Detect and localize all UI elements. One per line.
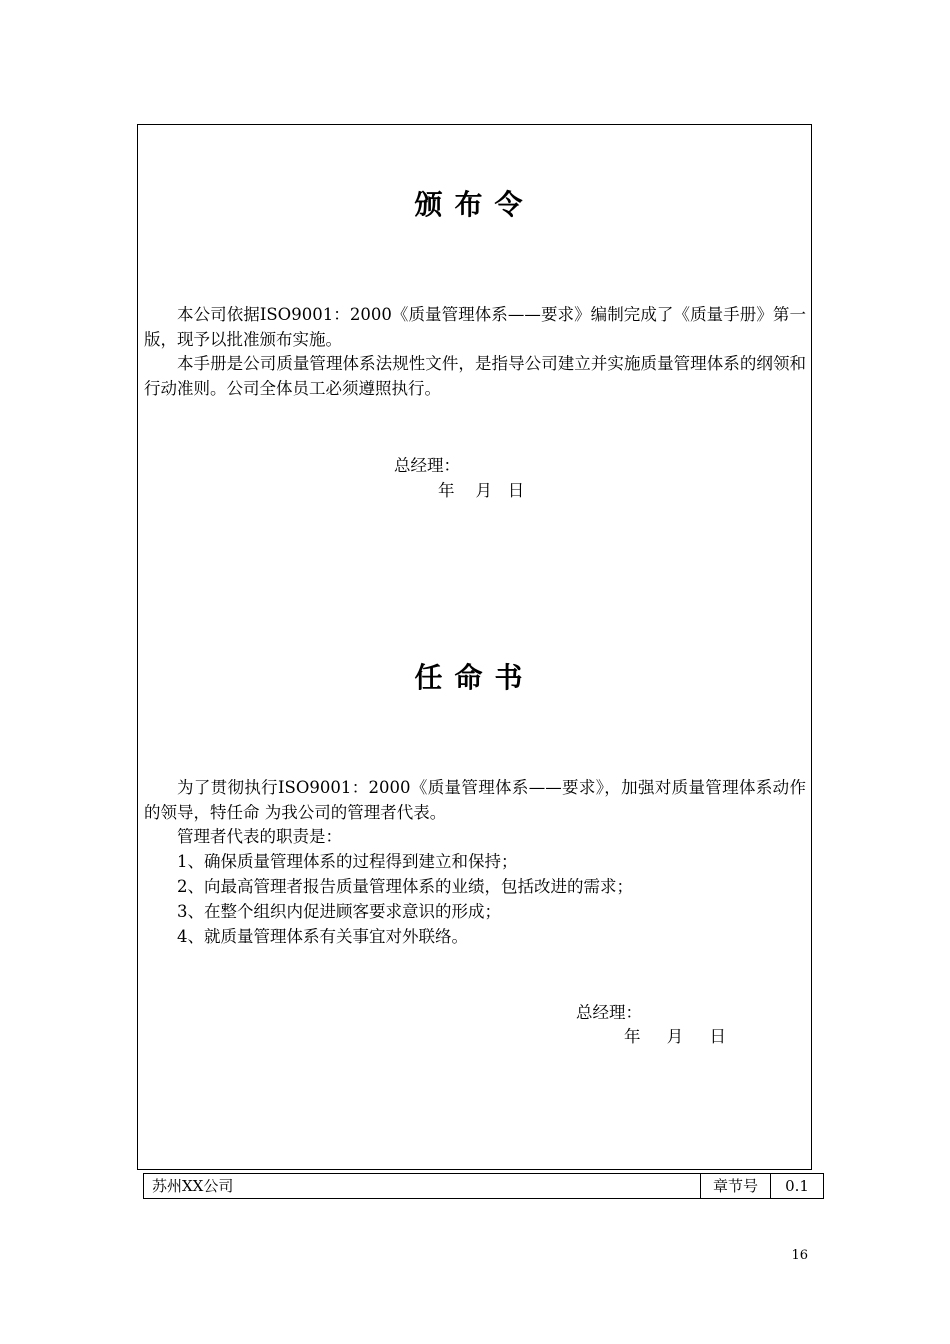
duty-item-1: 1、确保质量管理体系的过程得到建立和保持；: [177, 852, 518, 871]
appointment-title: 任命书: [414, 661, 535, 694]
decree-paragraph-1: 本公司依据ISO9001：2000《质量管理体系——要求》编制完成了《质量手册》第一版，现予以批准颁布实施。: [144, 305, 806, 349]
footer-table: [143, 1173, 824, 1199]
duty-item-2: 2、向最高管理者报告质量管理体系的业绩，包括改进的需求；: [177, 877, 633, 896]
footer-chapter-label: 章节号: [700, 1174, 770, 1198]
footer-chapter-number: 0.1: [770, 1174, 823, 1198]
appointment-date: 年 月 日: [624, 1027, 726, 1046]
document-frame: [137, 124, 812, 1170]
duty-item-4: 4、就质量管理体系有关事宜对外联络。: [177, 927, 468, 946]
decree-date: 年 月 日: [438, 481, 525, 500]
decree-title: 颁布令: [414, 188, 535, 221]
duty-item-3: 3、在整个组织内促进顾客要求意识的形成；: [177, 902, 501, 921]
appointment-signer-label: 总经理：: [576, 1003, 642, 1022]
footer-company-name: 苏州XX公司: [152, 1177, 234, 1195]
decree-signer-label: 总经理：: [394, 456, 460, 475]
page-number: 16: [791, 1248, 808, 1263]
decree-paragraph-2: 本手册是公司质量管理体系法规性文件，是指导公司建立并实施质量管理体系的纲领和行动准则。公司全体员工必须遵照执行。: [144, 354, 806, 398]
appointment-paragraph: 为了贯彻执行ISO9001：2000《质量管理体系——要求》，加强对质量管理体系动作的领导，特任命 为我公司的管理者代表。: [144, 778, 806, 822]
duties-intro: 管理者代表的职责是：: [177, 827, 342, 846]
